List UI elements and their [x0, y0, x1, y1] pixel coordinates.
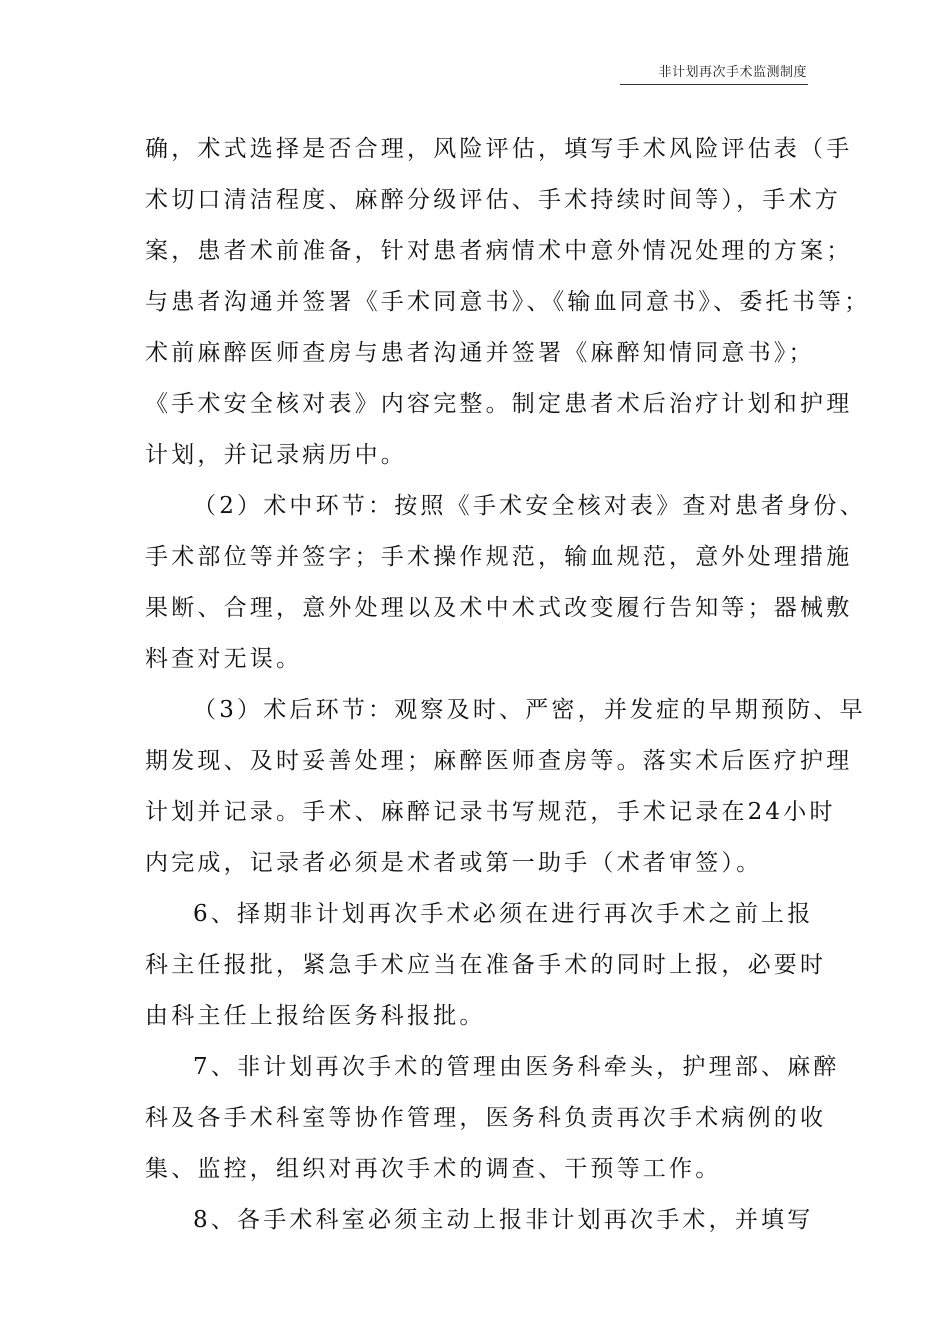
paragraph-line: 内完成，记录者必须是术者或第一助手（术者审签）。 [145, 850, 763, 876]
paragraph-line: 计划并记录。手术、麻醉记录书写规范，手术记录在24小时 [145, 799, 836, 825]
paragraph-line: 科及各手术科室等协作管理，医务科负责再次手术病例的收 [145, 1105, 827, 1131]
paragraph-line: 期发现、及时妥善处理；麻醉医师查房等。落实术后医疗护理 [145, 748, 853, 774]
document-body [145, 124, 871, 1246]
header-rule [620, 84, 808, 85]
paragraph-line: 集、监控，组织对再次手术的调查、干预等工作。 [145, 1156, 722, 1182]
paragraph [145, 685, 866, 889]
paragraph-line: 6、择期非计划再次手术必须在进行再次手术之前上报 [193, 901, 814, 927]
paragraph [145, 1195, 815, 1246]
paragraph-line: 由科主任上报给医务科报批。 [145, 1003, 486, 1029]
paragraph-line: 案，患者术前准备，针对患者病情术中意外情况处理的方案； [145, 238, 853, 264]
paragraph-line: 术切口清洁程度、麻醉分级评估、手术持续时间等），手术方 [145, 187, 841, 213]
paragraph-line: 手术部位等并签字；手术操作规范，输血规范，意外处理措施 [145, 544, 853, 570]
paragraph-line: 料查对无误。 [145, 646, 303, 672]
paragraph-line: 确，术式选择是否合理，风险评估，填写手术风险评估表（手 [145, 136, 853, 162]
paragraph-line: 《手术安全核对表》内容完整。制定患者术后治疗计划和护理 [145, 391, 853, 417]
running-header-title: 非计划再次手术监测制度 [658, 65, 807, 80]
paragraph-line: 计划，并记录病历中。 [145, 442, 407, 468]
paragraph-line: 7、非计划再次手术的管理由医务科牵头，护理部、麻醉 [193, 1054, 840, 1080]
paragraph [145, 889, 827, 1042]
paragraph [145, 1042, 840, 1195]
paragraph-line: （2）术中环节：按照《手术安全核对表》查对患者身份、 [193, 493, 866, 519]
paragraph-line: 术前麻醉医师查房与患者沟通并签署《麻醉知情同意书》； [145, 340, 815, 366]
paragraph [145, 124, 871, 481]
paragraph-line: 科主任报批，紧急手术应当在准备手术的同时上报，必要时 [145, 952, 827, 978]
paragraph-line: （3）术后环节：观察及时、严密，并发症的早期预防、早 [193, 697, 866, 723]
paragraph-line: 果断、合理，意外处理以及术中术式改变履行告知等；器械敷 [145, 595, 853, 621]
paragraph-line: 8、各手术科室必须主动上报非计划再次手术，并填写 [193, 1207, 814, 1233]
paragraph [145, 481, 866, 685]
paragraph-line: 与患者沟通并签署《手术同意书》、《输血同意书》、委托书等； [145, 289, 871, 315]
